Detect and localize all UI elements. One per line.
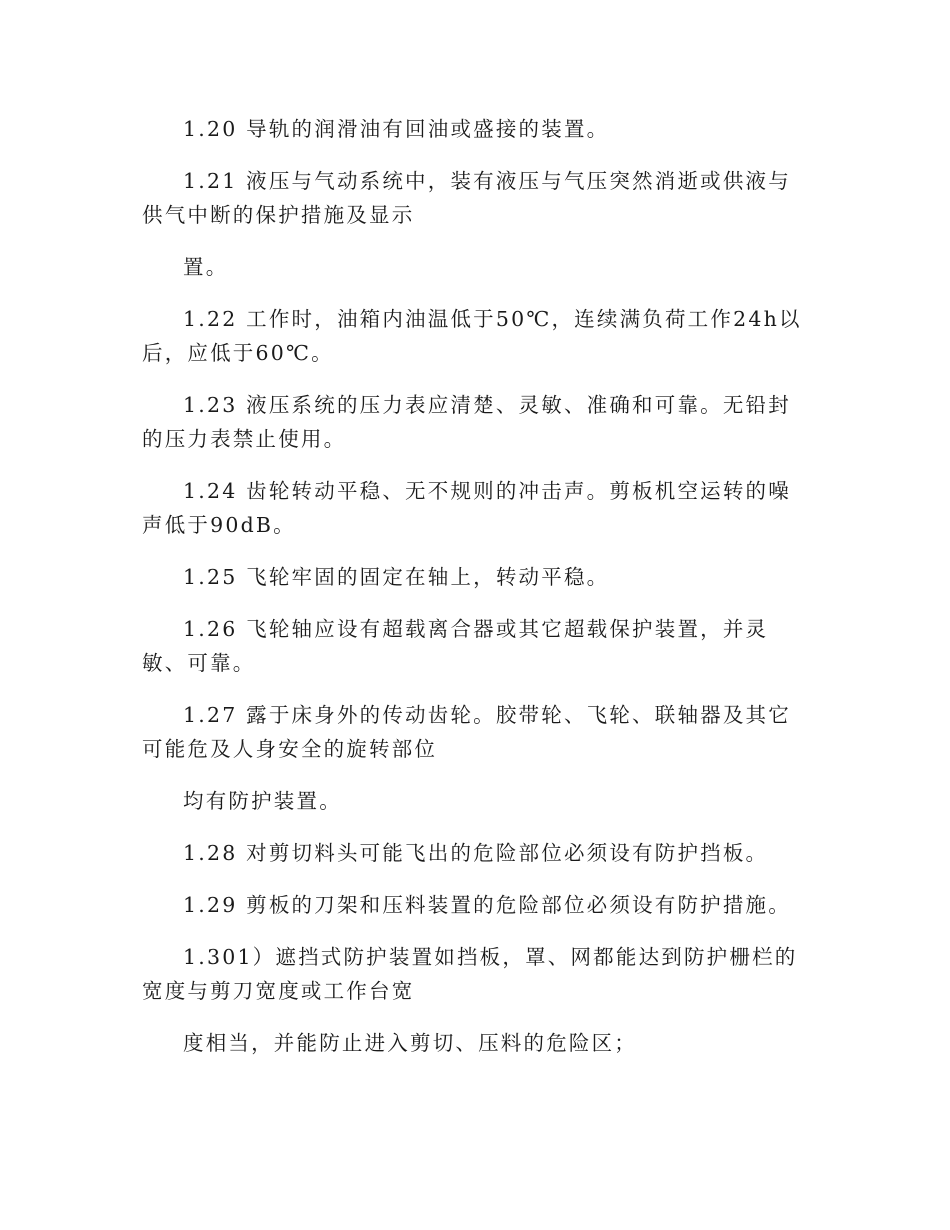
paragraph-1-27-continued: 均有防护装置。 [183, 789, 342, 813]
document-body [142, 112, 810, 1078]
paragraph-1-24: 1.24 齿轮转动平稳、无不规则的冲击声。剪板机空运转的噪声低于90dB。 [142, 479, 791, 537]
paragraph-1-30: 1.301）遮挡式防护装置如挡板，罩、网都能达到防护栅栏的宽度与剪刀宽度或工作台宽 [142, 945, 798, 1003]
paragraph-1-25: 1.25 飞轮牢固的固定在轴上，转动平稳。 [183, 565, 610, 589]
paragraph-1-21-continued: 置。 [183, 255, 229, 279]
paragraph-1-28: 1.28 对剪切料头可能飞出的危险部位必须设有防护挡板。 [183, 841, 769, 865]
paragraph-1-23: 1.23 液压系统的压力表应清楚、灵敏、准确和可靠。无铅封的压力表禁止使用。 [142, 393, 791, 451]
paragraph-1-29: 1.29 剪板的刀架和压料装置的危险部位必须设有防护措施。 [183, 893, 791, 917]
paragraph-1-20: 1.20 导轨的润滑油有回油或盛接的装置。 [183, 117, 610, 141]
paragraph-1-22: 1.22 工作时，油箱内油温低于50℃，连续满负荷工作24h以后，应低于60℃。 [142, 307, 802, 365]
paragraph-1-21: 1.21 液压与气动系统中，装有液压与气压突然消逝或供液与供气中断的保护措施及显示 [142, 169, 791, 227]
paragraph-1-27: 1.27 露于床身外的传动齿轮。胶带轮、飞轮、联轴器及其它可能危及人身安全的旋转部位 [142, 703, 791, 761]
paragraph-1-30-continued: 度相当，并能防止进入剪切、压料的危险区； [183, 1031, 637, 1055]
paragraph-1-26: 1.26 飞轮轴应设有超载离合器或其它超载保护装置，并灵敏、可靠。 [142, 617, 769, 675]
